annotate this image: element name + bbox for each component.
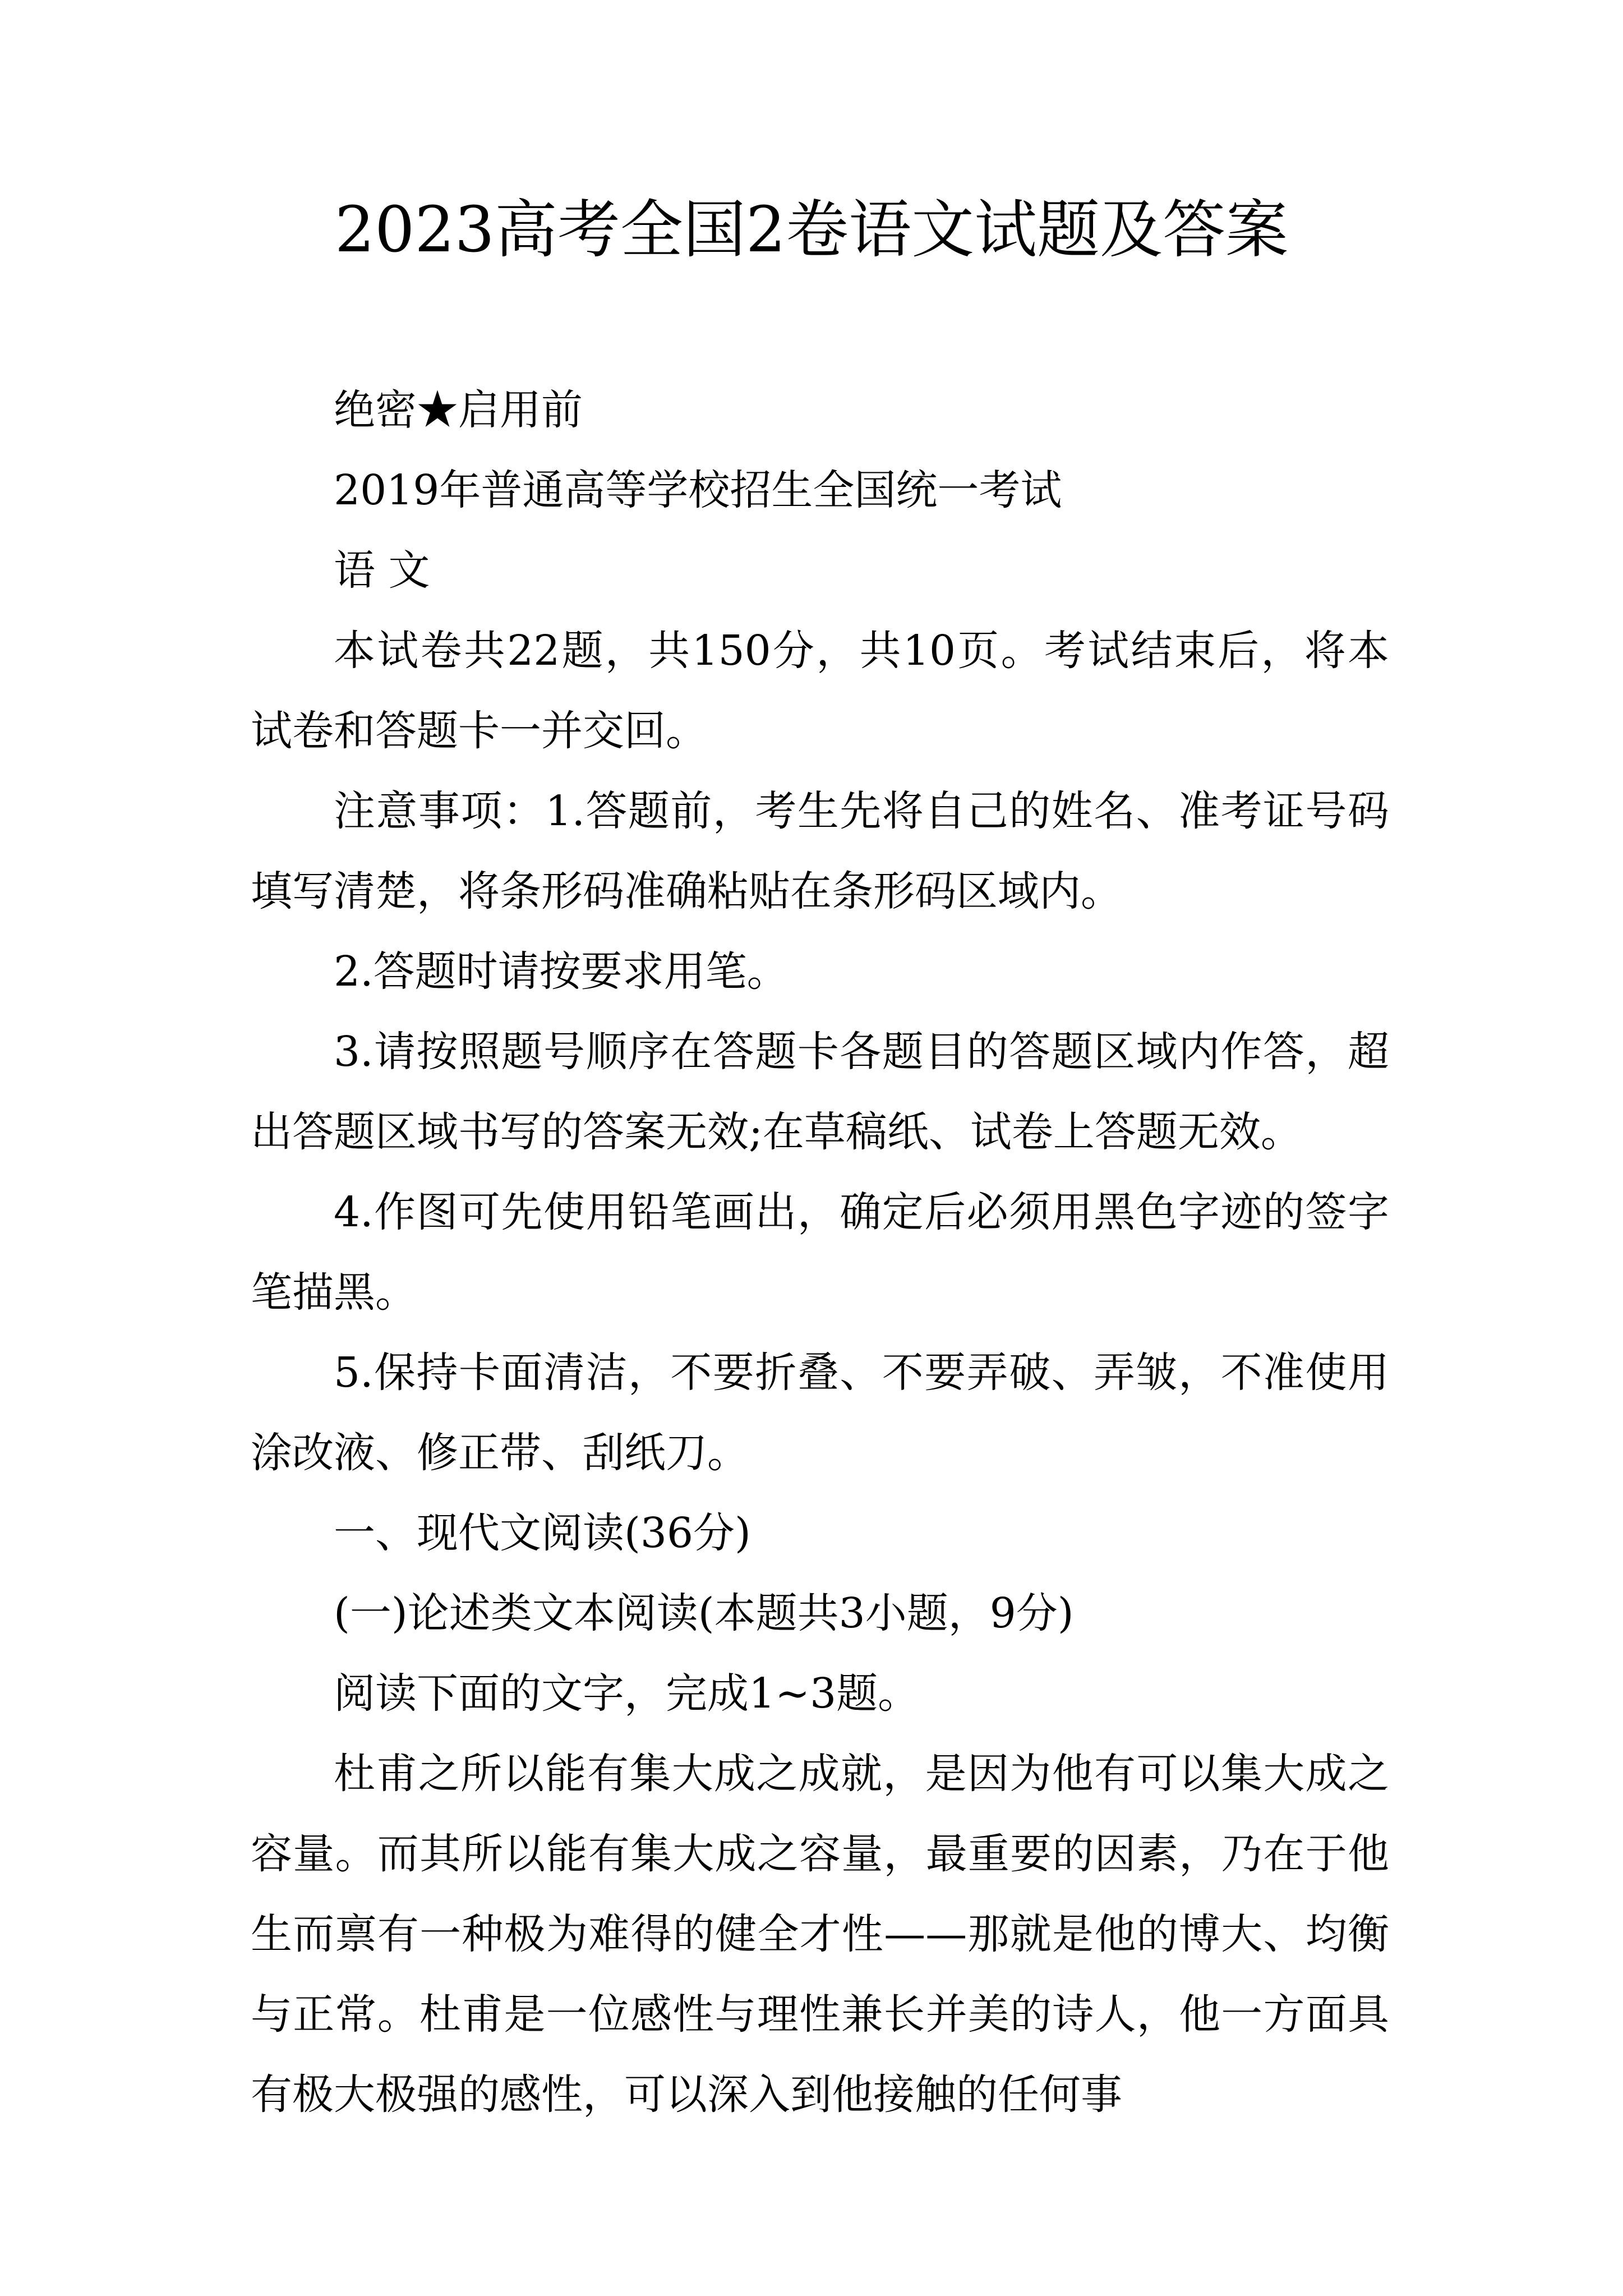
instructions-paragraph-1: 注意事项：1.答题前，考生先将自己的姓名、准考证号码填写清楚，将条形码准确粘贴在条形码区域内。: [251, 787, 1389, 915]
section-heading: 一、现代文阅读(36分): [334, 1509, 751, 1557]
instructions-paragraph-5: 5.保持卡面清洁，不要折叠、不要弄破、弄皱，不准使用涂改液、修正带、刮纸刀。: [251, 1349, 1389, 1477]
instructions-paragraph-3: 3.请按照题号顺序在答题卡各题目的答题区域内作答，超出答题区域书写的答案无效;在草稿纸、试卷上答题无效。: [251, 1028, 1389, 1156]
document-title: 2023高考全国2卷语文试题及答案: [334, 194, 1289, 266]
subsection-heading: (一)论述类文本阅读(本题共3小题，9分): [334, 1589, 1074, 1637]
instructions-paragraph-2: 2.答题时请按要求用笔。: [334, 947, 789, 996]
reading-instruction: 阅读下面的文字，完成1~3题。: [334, 1669, 920, 1718]
document-body: [251, 370, 1389, 2135]
exam-info-paragraph: 本试卷共22题，共150分，共10页。考试结束后，将本试卷和答题卡一并交回。: [251, 627, 1389, 755]
exam-name: 2019年普通高等学校招生全国统一考试: [334, 466, 1062, 514]
reading-passage-paragraph: 杜甫之所以能有集大成之成就，是因为他有可以集大成之容量。而其所以能有集大成之容量，最重要的因素，乃在于他生而禀有一种极为难得的健全才性——那就是他的博大、均衡与正常。杜甫是一位感性与理性兼长并美的诗人，他一方面具有极大极强的感性，可以深入到他接触的任何事: [251, 1750, 1389, 2119]
instructions-paragraph-4: 4.作图可先使用铅笔画出，确定后必须用黑色字迹的签字笔描黑。: [251, 1188, 1389, 1317]
subject-label: 语 文: [334, 546, 430, 595]
confidential-notice: 绝密★启用前: [334, 386, 583, 434]
